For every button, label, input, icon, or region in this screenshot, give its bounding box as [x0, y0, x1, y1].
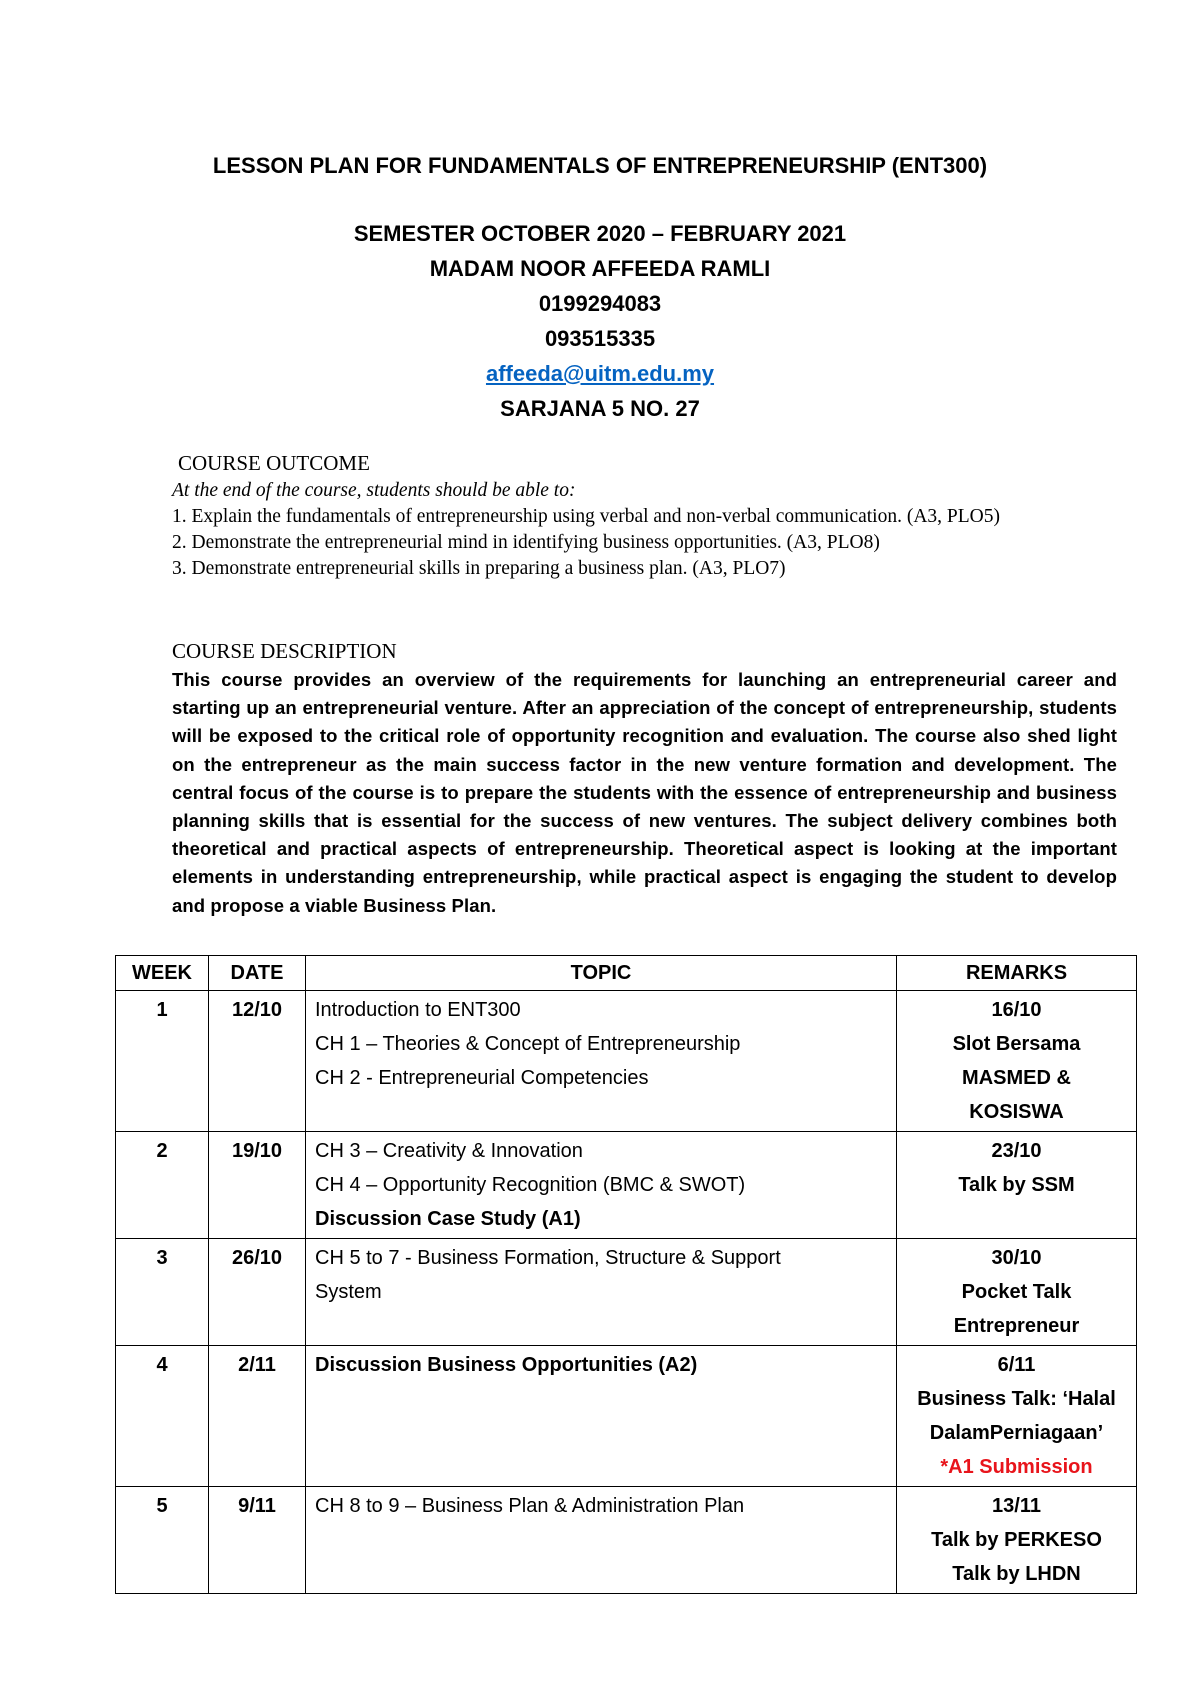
remark-line: Talk by PERKESO	[931, 1529, 1102, 1551]
course-outcome-item: 3. Demonstrate entrepreneurial skills in preparing a business plan. (A3, PLO7)	[172, 558, 786, 579]
topic-cell	[306, 991, 897, 1132]
topic-column-header: TOPIC	[306, 956, 897, 991]
remark-line: 30/10	[991, 1247, 1042, 1269]
topic-line: Discussion Business Opportunities (A2)	[315, 1354, 698, 1376]
remark-line: DalamPerniagaan’	[929, 1422, 1104, 1444]
topic-cell	[306, 1239, 897, 1346]
table-row	[116, 1239, 1137, 1346]
remarks-cell	[897, 1132, 1137, 1239]
topic-line: Discussion Case Study (A1)	[315, 1208, 581, 1230]
phone-number-2: 093515335	[544, 326, 656, 351]
schedule-table	[115, 955, 1137, 1594]
date-cell: 12/10	[209, 991, 306, 1132]
date-cell: 19/10	[209, 1132, 306, 1239]
topic-cell	[306, 1132, 897, 1239]
week-column-header: WEEK	[116, 956, 209, 991]
remark-line: 23/10	[991, 1140, 1042, 1162]
week-cell: 5	[116, 1487, 209, 1594]
email-link[interactable]: affeeda@uitm.edu.my	[485, 361, 715, 386]
lecturer-name: MADAM NOOR AFFEEDA RAMLI	[429, 256, 771, 281]
remark-line: 13/11	[992, 1495, 1041, 1517]
remarks-cell	[897, 1487, 1137, 1594]
semester-line: SEMESTER OCTOBER 2020 – FEBRUARY 2021	[353, 221, 847, 246]
table-row	[116, 1346, 1137, 1487]
submission-remark: *A1 Submission	[940, 1456, 1093, 1478]
topic-line: Introduction to ENT300	[315, 999, 521, 1021]
room-location: SARJANA 5 NO. 27	[500, 396, 700, 421]
remark-line: Business Talk: ‘Halal	[917, 1388, 1116, 1410]
remark-line: Pocket Talk	[961, 1281, 1072, 1303]
remark-line: 6/11	[997, 1354, 1036, 1376]
topic-line: CH 4 – Opportunity Recognition (BMC & SWOT)	[315, 1174, 746, 1196]
topic-line: CH 5 to 7 - Business Formation, Structure & Support	[315, 1247, 781, 1269]
week-cell: 4	[116, 1346, 209, 1487]
course-outcome-heading: COURSE OUTCOME	[178, 451, 370, 475]
remark-line: 16/10	[991, 999, 1042, 1021]
course-outcome-item: 2. Demonstrate the entrepreneurial mind in identifying business opportunities. (A3, PLO8)	[172, 532, 880, 553]
remarks-cell	[897, 991, 1137, 1132]
course-description-heading: COURSE DESCRIPTION	[172, 639, 397, 663]
date-column-header: DATE	[209, 956, 306, 991]
week-cell: 2	[116, 1132, 209, 1239]
remark-line: KOSISWA	[969, 1101, 1064, 1123]
topic-line: CH 8 to 9 – Business Plan & Administration Plan	[315, 1495, 745, 1517]
remark-line: Talk by LHDN	[952, 1563, 1081, 1585]
table-row	[116, 991, 1137, 1132]
course-outcome-section	[172, 448, 1102, 582]
remark-line: MASMED &	[962, 1067, 1071, 1089]
document-title: LESSON PLAN FOR FUNDAMENTALS OF ENTREPRENEURSHIP (ENT300)	[212, 153, 988, 178]
remarks-column-header: REMARKS	[897, 956, 1137, 991]
topic-line: CH 2 - Entrepreneurial Competencies	[315, 1067, 649, 1089]
topic-line: CH 3 – Creativity & Innovation	[315, 1140, 583, 1162]
table-header-row	[116, 956, 1137, 991]
date-cell: 9/11	[209, 1487, 306, 1594]
table-row	[116, 1132, 1137, 1239]
course-description-text: This course provides an overview of the requirements for launching an entrepreneurial career and starting up an entrepreneurial venture. After an appreciation of the concept of entrepreneurship, students will be exposed to the critical role of opportunity recognition and evaluation. The course also shed light on the entrepreneur as the main success factor in the new venture formation and development. The central focus of the course is to prepare the students with the essence of entrepreneurship and business planning skills that is essential for the success of new ventures. The subject delivery combines both theoretical and practical aspects of entrepreneurship. Theoretical aspect is looking at the important elements in understanding entrepreneurship, while practical aspect is engaging the student to develop and propose a viable Business Plan.	[172, 669, 1117, 916]
topic-cell	[306, 1487, 897, 1594]
topic-line: CH 1 – Theories & Concept of Entrepreneurship	[315, 1033, 741, 1055]
topic-cell	[306, 1346, 897, 1487]
course-outcome-intro: At the end of the course, students should be able to:	[172, 480, 576, 501]
remark-line: Entrepreneur	[953, 1315, 1080, 1337]
course-outcome-item: 1. Explain the fundamentals of entrepreneurship using verbal and non-verbal communication. (A3, PLO5)	[172, 506, 1000, 527]
week-cell: 3	[116, 1239, 209, 1346]
header-block	[0, 216, 1200, 426]
remarks-cell	[897, 1346, 1137, 1487]
remarks-cell	[897, 1239, 1137, 1346]
date-cell: 26/10	[209, 1239, 306, 1346]
remark-line: Talk by SSM	[958, 1174, 1075, 1196]
table-row	[116, 1487, 1137, 1594]
phone-number-1: 0199294083	[538, 291, 662, 316]
course-description-section	[172, 636, 1117, 920]
date-cell: 2/11	[209, 1346, 306, 1487]
remark-line: Slot Bersama	[952, 1033, 1081, 1055]
topic-line: System	[315, 1281, 382, 1303]
week-cell: 1	[116, 991, 209, 1132]
